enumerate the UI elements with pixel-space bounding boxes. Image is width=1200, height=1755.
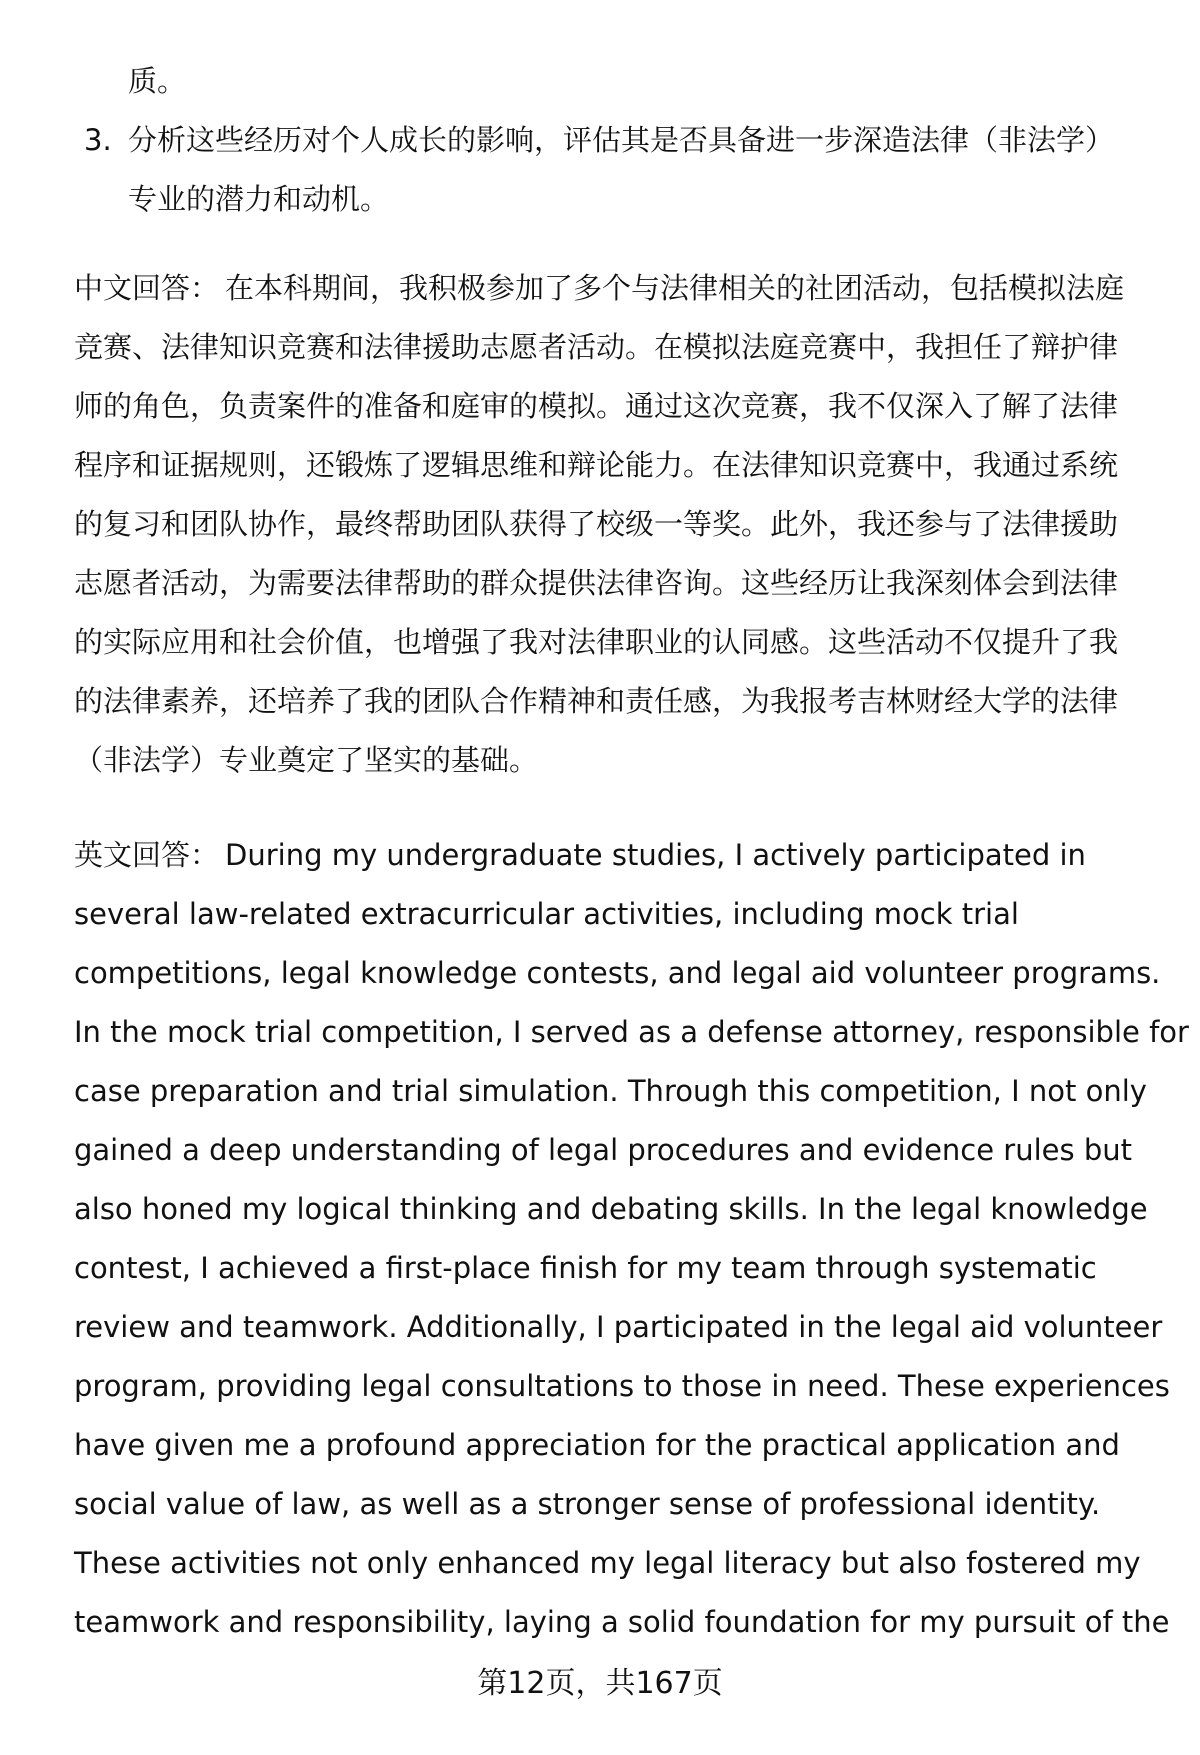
paragraph-line: 的法律素养，还培养了我的团队合作精神和责任感，为我报考吉林财经大学的法律 [74,684,1119,718]
paragraph-line: 程序和证据规则，还锻炼了逻辑思维和辩论能力。在法律知识竞赛中，我通过系统 [74,448,1119,482]
page-indicator: 第12页，共167页 [477,1666,723,1701]
paragraph-line: competitions, legal knowledge contests, and legal aid volunteer programs. [74,956,1161,990]
paragraph-line: （非法学）专业奠定了坚实的基础。 [74,743,539,777]
english-answer-paragraph [74,826,1189,1652]
paragraph-line: 志愿者活动，为需要法律帮助的群众提供法律咨询。这些经历让我深刻体会到法律 [74,566,1119,600]
paragraph-line: 英文回答： During my undergraduate studies, I actively participated in [74,838,1086,872]
list-item-number: 3. [84,123,112,157]
previous-item-continuation [128,52,1128,111]
paragraph-line: 的实际应用和社会价值，也增强了我对法律职业的认同感。这些活动不仅提升了我 [74,625,1119,659]
paragraph-line: also honed my logical thinking and debating skills. In the legal knowledge [74,1192,1148,1226]
paragraph-line: These activities not only enhanced my legal literacy but also fostered my [74,1546,1141,1580]
list-item-text [128,111,1138,229]
paragraph-line: program, providing legal consultations to those in need. These experiences [74,1369,1170,1403]
english-answer-label: 英文回答： [74,838,220,872]
paragraph-line: 的复习和团队协作，最终帮助团队获得了校级一等奖。此外，我还参与了法律援助 [74,507,1119,541]
page-number-footer [0,1664,1200,1704]
list-item-line: 分析这些经历对个人成长的影响，评估其是否具备进一步深造法律（非法学） [128,123,1115,157]
paragraph-line: social value of law, as well as a stronger sense of professional identity. [74,1487,1101,1521]
paragraph-line: In the mock trial competition, I served as a defense attorney, responsible for [74,1015,1189,1049]
paragraph-line: 中文回答： 在本科期间，我积极参加了多个与法律相关的社团活动，包括模拟法庭 [74,271,1125,305]
paragraph-line: case preparation and trial simulation. Through this competition, I not only [74,1074,1147,1108]
paragraph-line: review and teamwork. Additionally, I participated in the legal aid volunteer [74,1310,1163,1344]
continuation-text: 质。 [128,64,187,98]
list-item-line: 专业的潜力和动机。 [128,182,390,216]
paragraph-line: gained a deep understanding of legal procedures and evidence rules but [74,1133,1132,1167]
chinese-answer-paragraph [74,259,1154,790]
paragraph-line: contest, I achieved a first-place finish for my team through systematic [74,1251,1097,1285]
paragraph-line: teamwork and responsibility, laying a solid foundation for my pursuit of the [74,1605,1170,1639]
paragraph-line: 师的角色，负责案件的准备和庭审的模拟。通过这次竞赛，我不仅深入了解了法律 [74,389,1119,423]
paragraph-line: 竞赛、法律知识竞赛和法律援助志愿者活动。在模拟法庭竞赛中，我担任了辩护律 [74,330,1119,364]
paragraph-line: have given me a profound appreciation for the practical application and [74,1428,1120,1462]
paragraph-line: several law-related extracurricular activities, including mock trial [74,897,1019,931]
chinese-answer-label: 中文回答： [74,271,220,305]
